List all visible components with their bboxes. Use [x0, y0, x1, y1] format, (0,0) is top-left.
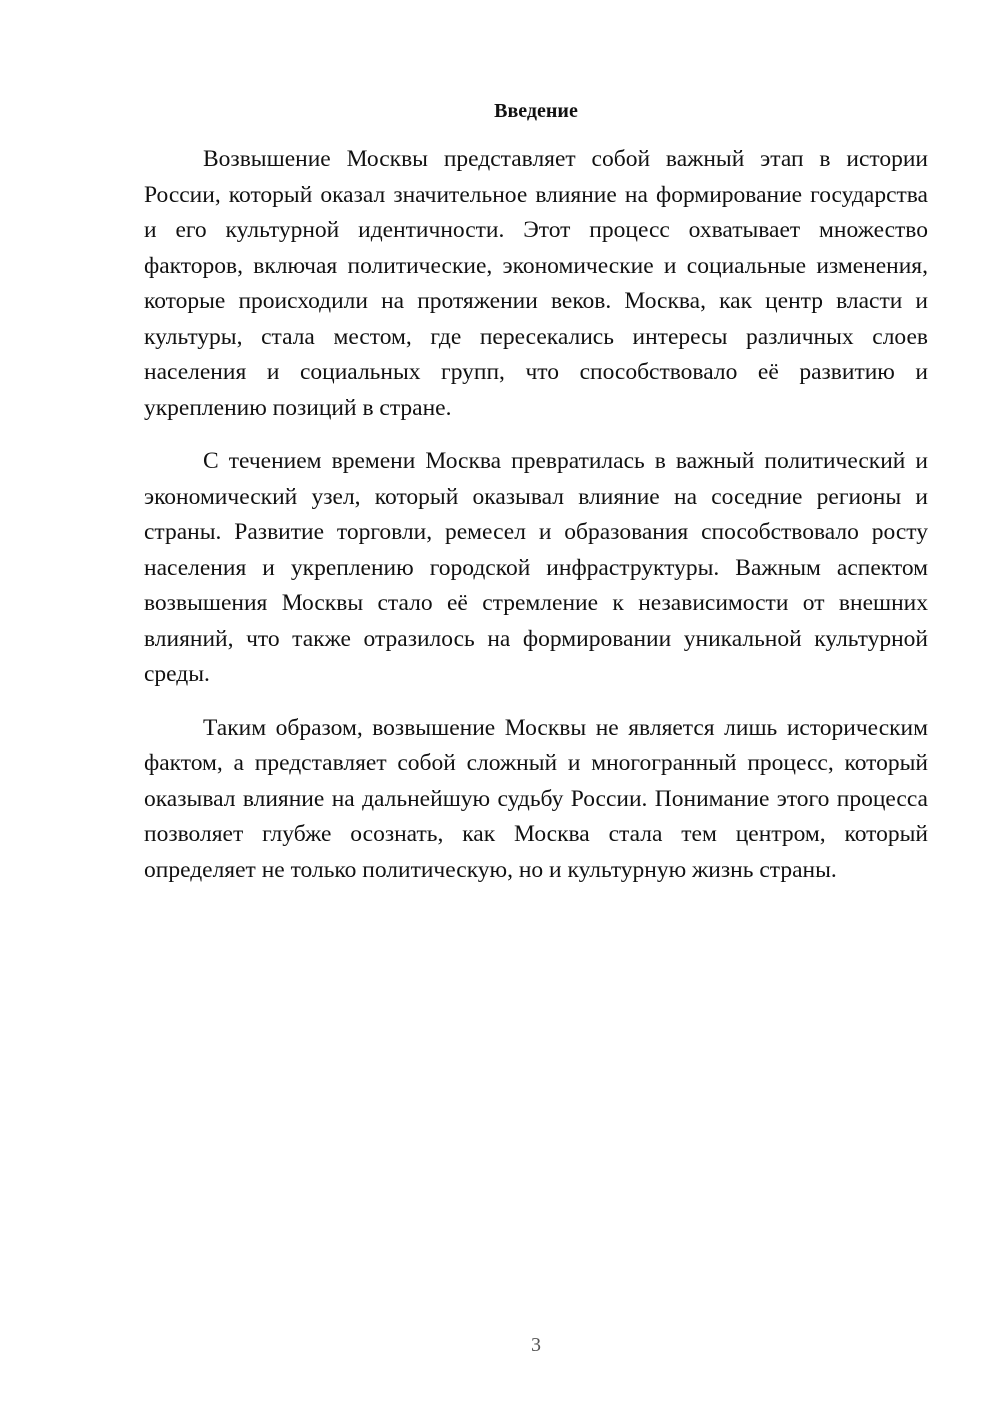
document-body — [144, 142, 928, 888]
paragraph: Таким образом, возвышение Москвы не является лишь историческим фактом, а представляет собой сложный и многогранный процесс, который оказывал влияние на дальнейшую судьбу России. Понимание этого процесса позволяет глубже осознать, как Москва стала тем центром, который определяет не только политическую, но и культурную жизнь страны. — [144, 714, 928, 883]
paragraph: С течением времени Москва превратилась в важный политический и экономический узел, который оказывал влияние на соседние регионы и страны. Развитие торговли, ремесел и образования способствовало росту населения и укреплению городской инфраструктуры. Важным аспектом возвышения Москвы стало её стремление к независимости от внешних влияний, что также отразилось на формировании уникальной культурной среды. — [144, 448, 928, 687]
section-heading: Введение — [494, 100, 578, 122]
page-number: 3 — [531, 1334, 541, 1356]
paragraph: Возвышение Москвы представляет собой важный этап в истории России, который оказал значительное влияние на формирование государства и его культурной идентичности. Этот процесс охватывает множество факторов, включая политические, экономические и социальные изменения, которые происходили на протяжении веков. Москва, как центр власти и культуры, стала местом, где пересекались интересы различных слоев населения и социальных групп, что способствовало её развитию и укреплению позиций в стране. — [144, 146, 928, 421]
